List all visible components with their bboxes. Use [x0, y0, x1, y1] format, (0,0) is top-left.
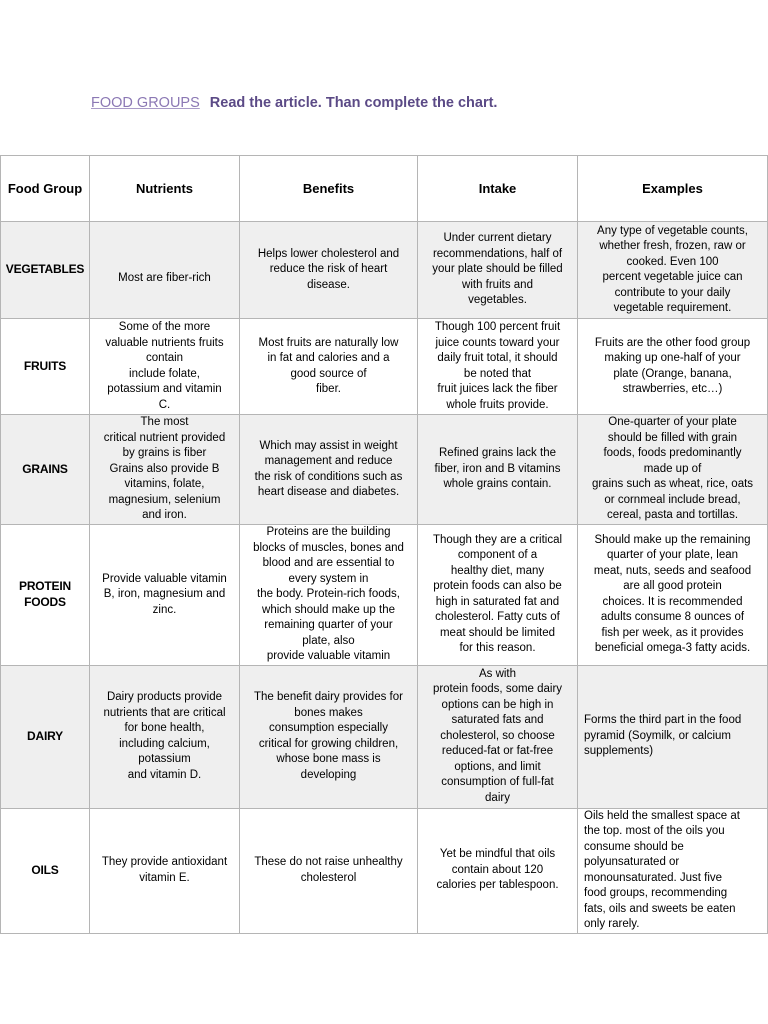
row-grains-benefits: Which may assist in weight management and reduce the risk of conditions such as heart disease and diabetes.: [240, 415, 418, 525]
row-dairy-intake: As with protein foods, some dairy options can be high in saturated fats and cholesterol, so choose reduced-fat or fat-free options, and limit consumption of full-fat dairy: [418, 665, 578, 808]
row-grains-group: GRAINS: [1, 415, 90, 525]
row-vegetables-examples: Any type of vegetable counts, whether fresh, frozen, raw or cooked. Even 100 percent vegetable juice can contribute to your daily vegetable requirement.: [578, 222, 768, 319]
header-food-group: Food Group: [1, 156, 90, 222]
row-dairy-group: DAIRY: [1, 665, 90, 808]
row-oils-benefits: These do not raise unhealthy cholesterol: [240, 808, 418, 933]
table-row: [1, 665, 768, 808]
row-oils-group: OILS: [1, 808, 90, 933]
row-dairy-examples: Forms the third part in the food pyramid (Soymilk, or calcium supplements): [578, 665, 768, 808]
table-row: [1, 319, 768, 415]
food-groups-link[interactable]: FOOD GROUPS: [91, 95, 200, 111]
row-dairy-nutrients: Dairy products provide nutrients that are critical for bone health, including calcium, potassium and vitamin D.: [90, 665, 240, 808]
header-nutrients: Nutrients: [90, 156, 240, 222]
row-protein-benefits: Proteins are the building blocks of muscles, bones and blood and are essential to every system in the body. Protein-rich foods, which should make up the remaining quarter of your plate, also provide valuable vitamin: [240, 525, 418, 666]
row-oils-intake: Yet be mindful that oils contain about 120 calories per tablespoon.: [418, 808, 578, 933]
row-vegetables-nutrients: Most are fiber-rich: [90, 222, 240, 319]
row-grains-examples: One-quarter of your plate should be filled with grain foods, foods predominantly made up of grains such as wheat, rice, oats or cornmeal include bread, cereal, pasta and tortillas.: [578, 415, 768, 525]
row-fruits-benefits: Most fruits are naturally low in fat and calories and a good source of fiber.: [240, 319, 418, 415]
row-oils-examples: Oils held the smallest space at the top. most of the oils you consume should be polyunsaturated or monounsaturated. Just five food groups, recommending fats, oils and sweets be eaten only rarely.: [578, 808, 768, 933]
row-vegetables-group: VEGETABLES: [1, 222, 90, 319]
row-vegetables-intake: Under current dietary recommendations, half of your plate should be filled with fruits and vegetables.: [418, 222, 578, 319]
header-intake: Intake: [418, 156, 578, 222]
header-examples: Examples: [578, 156, 768, 222]
row-fruits-group: FRUITS: [1, 319, 90, 415]
row-grains-intake: Refined grains lack the fiber, iron and B vitamins whole grains contain.: [418, 415, 578, 525]
header-benefits: Benefits: [240, 156, 418, 222]
row-protein-examples: Should make up the remaining quarter of your plate, lean meat, nuts, seeds and seafood are all good protein choices. It is recommended adults consume 8 ounces of fish per week, as it provides beneficial omega-3 fatty acids.: [578, 525, 768, 666]
table-row: [1, 222, 768, 319]
table-row: [1, 415, 768, 525]
row-oils-nutrients: They provide antioxidant vitamin E.: [90, 808, 240, 933]
instruction-text: Read the article. Than complete the chart.: [209, 95, 498, 111]
table-row: [1, 525, 768, 666]
row-protein-nutrients: Provide valuable vitamin B, iron, magnesium and zinc.: [90, 525, 240, 666]
page-heading: [91, 95, 497, 111]
row-vegetables-benefits: Helps lower cholesterol and reduce the risk of heart disease.: [240, 222, 418, 319]
table-row: [1, 808, 768, 933]
row-protein-group: PROTEIN FOODS: [1, 525, 90, 666]
row-fruits-examples: Fruits are the other food group making up one-half of your plate (Orange, banana, strawberries, etc…): [578, 319, 768, 415]
row-fruits-intake: Though 100 percent fruit juice counts toward your daily fruit total, it should be noted that fruit juices lack the fiber whole fruits provide.: [418, 319, 578, 415]
row-fruits-nutrients: Some of the more valuable nutrients fruits contain include folate, potassium and vitamin C.: [90, 319, 240, 415]
row-dairy-benefits: The benefit dairy provides for bones makes consumption especially critical for growing children, whose bone mass is developing: [240, 665, 418, 808]
row-protein-intake: Though they are a critical component of a healthy diet, many protein foods can also be high in saturated fat and cholesterol. Fatty cuts of meat should be limited for this reason.: [418, 525, 578, 666]
food-groups-chart: [0, 155, 768, 934]
row-grains-nutrients: The most critical nutrient provided by grains is fiber Grains also provide B vitamins, folate, magnesium, selenium and iron.: [90, 415, 240, 525]
